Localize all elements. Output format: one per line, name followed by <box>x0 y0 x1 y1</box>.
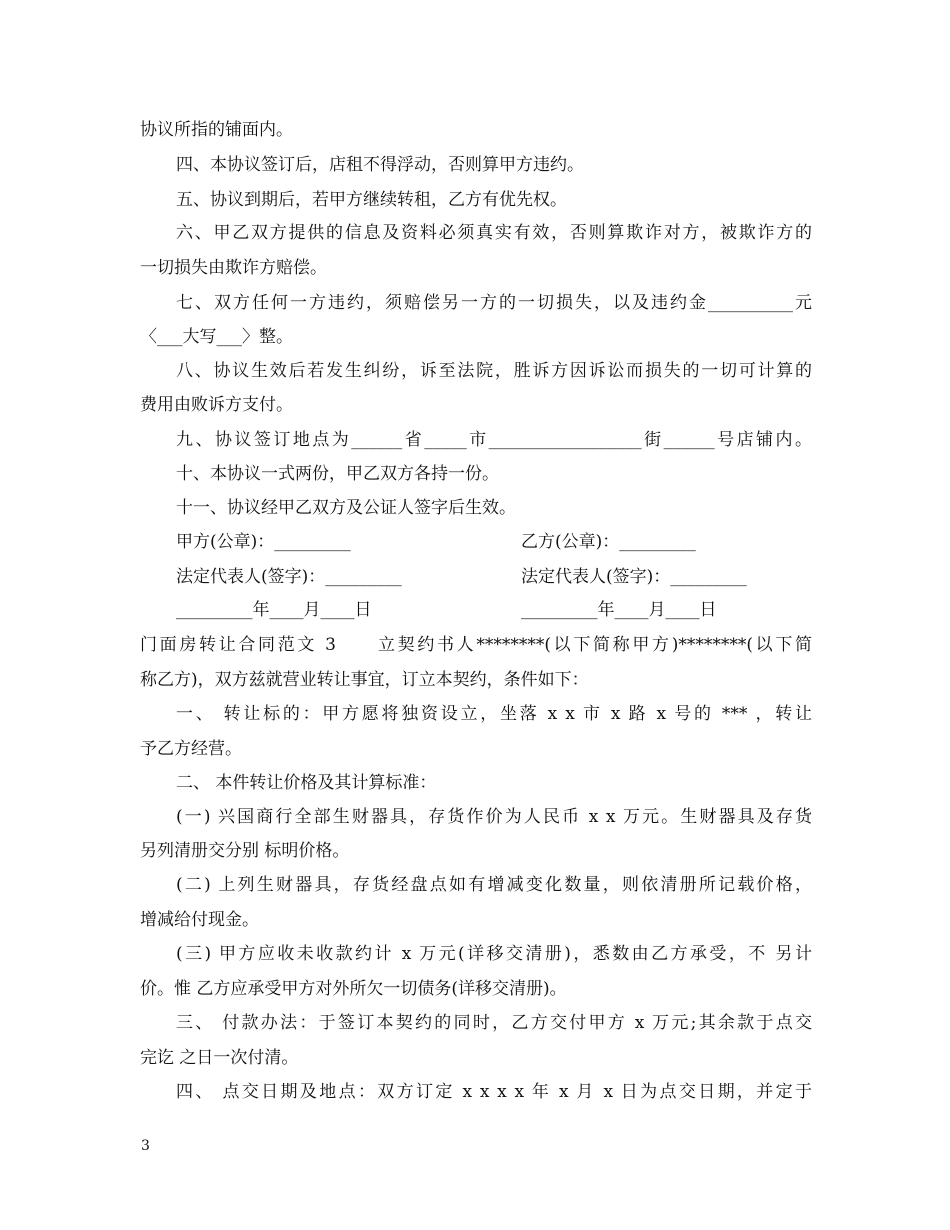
paragraph-line: (一) 兴国商行全部生财器具，存货作价为人民币 x x 万元。生财器具及存货 <box>176 807 812 827</box>
paragraph-line: 一、 转让标的：甲方愿将独资设立，坐落 x x 市 x 路 x 号的 *** ，转让 <box>176 704 812 724</box>
paragraph-line: 四、 点交日期及地点：双方订定 x x x x 年 x 月 x 日为点交日期，并定于 <box>176 1082 812 1102</box>
paragraph-line: 费用由败诉方支付。 <box>140 395 293 415</box>
paragraph-line: (三) 甲方应收未收款约计 x 万元(详移交清册)，悉数由乙方承受，不 另计 <box>176 944 812 964</box>
paragraph-line: 四、本协议签订后，店租不得浮动，否则算甲方违约。 <box>176 155 584 175</box>
paragraph-line: 六、甲乙双方提供的信息及资料必须真实有效，否则算欺诈对方，被欺诈方的 <box>176 223 812 243</box>
paragraph-line: 完讫 之日一次付清。 <box>140 1048 299 1068</box>
section-title-line: 门面房转让合同范文 3 立契约书人********(以下简称甲方)********(以下简 <box>140 635 812 655</box>
paragraph-line: 予乙方经营。 <box>140 739 242 759</box>
party-b-seal: 乙方(公章)：_________ <box>521 532 696 552</box>
party-a-representative: 法定代表人(签字)：_________ <box>176 567 402 587</box>
paragraph-line: 增减给付现金。 <box>140 910 259 930</box>
paragraph-line: 十一、协议经甲乙双方及公证人签字后生效。 <box>176 498 516 518</box>
paragraph-line: 另列清册交分别 标明价格。 <box>140 841 350 861</box>
paragraph-line: 三、 付款办法：于签订本契约的同时，乙方交付甲方 x 万元;其余款于点交 <box>176 1013 812 1033</box>
paragraph-line: (二) 上列生财器具，存货经盘点如有增减变化数量，则依清册所记载价格， <box>176 875 812 895</box>
paragraph-line: 价。惟 乙方应承受甲方对外所欠一切债务(详移交清册)。 <box>140 979 567 999</box>
party-a-date: _________年____月____日 <box>176 600 372 620</box>
paragraph-line: 八、协议生效后若发生纠纷，诉至法院，胜诉方因诉讼而损失的一切可计算的 <box>176 361 812 381</box>
party-a-seal: 甲方(公章)：_________ <box>176 532 351 552</box>
paragraph-line: 七、双方任何一方违约，须赔偿另一方的一切损失，以及违约金__________元 <box>176 293 812 313</box>
party-b-date: _________年____月____日 <box>521 600 717 620</box>
page-number: 3 <box>141 1138 150 1154</box>
paragraph-line: 协议所指的铺面内。 <box>140 120 293 140</box>
paragraph-line: 五、协议到期后，若甲方继续转租，乙方有优先权。 <box>176 190 567 210</box>
paragraph-line: 称乙方)，双方兹就营业转让事宜，订立本契约，条件如下： <box>140 670 589 690</box>
paragraph-line: 九、协议签订地点为______省_____市__________________街______号店铺内。 <box>176 430 812 450</box>
paragraph-line: 十、本协议一式两份，甲乙双方各持一份。 <box>176 464 499 484</box>
party-b-representative: 法定代表人(签字)：_________ <box>521 567 747 587</box>
paragraph-line: 一切损失由欺诈方赔偿。 <box>140 258 327 278</box>
paragraph-line: 二、 本件转让价格及其计算标准： <box>176 773 437 793</box>
paragraph-line: 〈___大写___〉整。 <box>140 327 293 347</box>
